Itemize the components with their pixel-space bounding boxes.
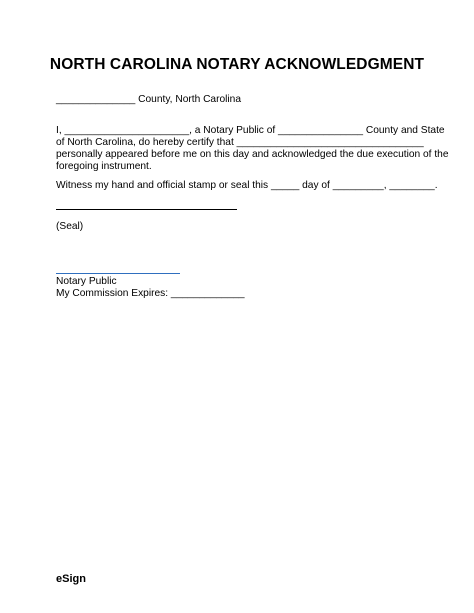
witness-line: Witness my hand and official stamp or seal this _____ day of _________, ________. [56,180,438,191]
esign-logo: eSign [56,573,86,585]
seal-label: (Seal) [56,221,84,232]
notary-public-label: Notary Public [56,276,117,287]
notary-signature-line [56,273,180,274]
county-line: ______________ County, North Carolina [56,94,242,105]
certification-line-3: personally appeared before me on this day and acknowledged the due execution of the [56,149,449,160]
certification-paragraph [56,125,449,173]
notary-block [56,276,245,300]
commission-expires-line: My Commission Expires: _____________ [56,288,245,299]
document-title: NORTH CAROLINA NOTARY ACKNOWLEDGMENT [49,56,425,73]
certification-line-1: I, ______________________, a Notary Public of _______________ County and State [56,125,445,136]
certification-line-2: of North Carolina, do hereby certify that _________________________________ [56,137,424,148]
certification-line-4: foregoing instrument. [56,161,152,172]
signature-line [56,209,237,210]
